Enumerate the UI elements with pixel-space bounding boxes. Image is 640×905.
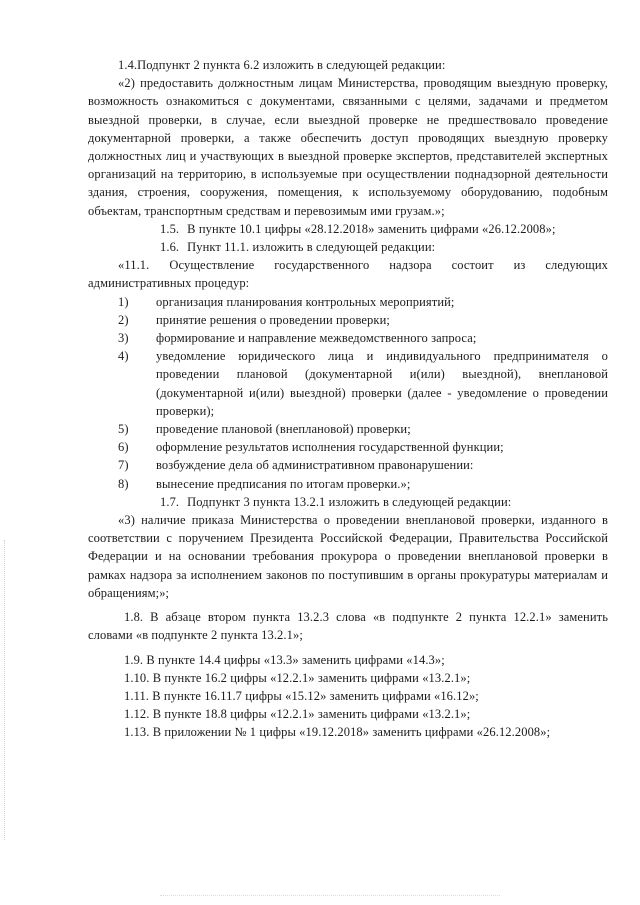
list-item <box>118 329 608 347</box>
paragraph-1-4-text: «2) предоставить должностным лицам Министерства, проводящим выездную проверку, возможность ознакомиться с документами, связанными с целями, задачами и предметом выездной проверки, в случае, если выездной проверке не предшествовало проведение документарной проверки, а также обеспечить доступ проводящих выездную проверку должностных лиц и участвующих в выездной проверке экспертов, представителей экспертных организаций на территорию, в используемые при осуществлении поднадзорной деятельности здания, строения, сооружения, помещения, к используемому оборудованию, подобным объектам, транспортным средствам и перевозимым ими грузам.»; <box>88 76 608 218</box>
paragraph-1-10: 1.10. В пункте 16.2 цифры «12.2.1» заменить цифрами «13.2.1»; <box>124 670 471 685</box>
paragraph-1-7-heading: Подпункт 3 пункта 13.2.1 изложить в следующей редакции: <box>187 494 512 509</box>
scan-edge-marks <box>4 540 7 840</box>
paragraph-1-7-text: «3) наличие приказа Министерства о проведении внеплановой проверки, изданного в соответствии с поручением Президента Российской Федерации, Правительства Российской Федерации и на основании требования прокурора о проведении внеплановой проверки в рамках надзора за исполнением законов по поступившим в органы прокуратуры материалам и обращениям;»; <box>88 513 608 600</box>
list-item-number: 5) <box>118 422 129 437</box>
list-item-text: принятие решения о проведении проверки; <box>156 312 390 327</box>
list-item-number: 2) <box>118 312 129 327</box>
paragraph-1-7-number: 1.7. <box>160 494 180 509</box>
list-item <box>118 293 608 311</box>
paragraph-11-1: «11.1. Осуществление государственного надзора состоит из следующих административных процедур: <box>88 258 608 291</box>
list-item-text: вынесение предписания по итогам проверки.»; <box>156 476 411 491</box>
list-item <box>118 438 608 456</box>
paragraph-1-9: 1.9. В пункте 14.4 цифры «13.3» заменить цифрами «14.3»; <box>124 652 445 667</box>
list-item-number: 4) <box>118 349 129 364</box>
paragraph-1-11: 1.11. В пункте 16.11.7 цифры «15.12» заменить цифрами «16.12»; <box>124 688 479 703</box>
list-item-text: формирование и направление межведомственного запроса; <box>156 331 477 346</box>
list-item-text: возбуждение дела об административном правонарушении: <box>156 458 474 473</box>
scan-footer-marks <box>160 895 500 897</box>
list-item <box>118 456 608 474</box>
paragraph-1-7 <box>88 493 608 511</box>
list-item-number: 3) <box>118 331 129 346</box>
list-item-text: уведомление юридического лица и индивидуального предпринимателя о проведении плановой (документарной и(или) выездной), внеплановой (документарной и(или) выездной) проверки (далее - уведомление о проведении проверки); <box>156 349 608 418</box>
paragraph-1-5-text: В пункте 10.1 цифры «28.12.2018» заменить цифрами «26.12.2008»; <box>187 221 556 236</box>
paragraph-1-6-number: 1.6. <box>160 240 180 255</box>
paragraph-1-4-heading: 1.4.Подпункт 2 пункта 6.2 изложить в следующей редакции: <box>118 58 446 72</box>
list-item-number: 1) <box>118 294 129 309</box>
paragraph-1-5-number: 1.5. <box>160 221 180 236</box>
paragraph-1-13: 1.13. В приложении № 1 цифры «19.12.2018» заменить цифрами «26.12.2008»; <box>124 725 551 740</box>
list-item <box>118 475 608 493</box>
paragraph-1-8: 1.8. В абзаце втором пункта 13.2.3 слова «в подпункте 2 пункта 12.2.1» заменить словами «в подпункте 2 пункта 13.2.1»; <box>88 610 608 643</box>
list-item-number: 6) <box>118 440 129 455</box>
document-body <box>88 56 608 742</box>
paragraph-1-5 <box>88 220 608 238</box>
list-item-text: проведение плановой (внеплановой) проверки; <box>156 422 411 437</box>
list-item <box>118 311 608 329</box>
list-item-number: 8) <box>118 476 129 491</box>
procedures-list <box>88 293 608 493</box>
list-item-text: оформление результатов исполнения государственной функции; <box>156 440 504 455</box>
paragraph-1-6 <box>88 238 608 256</box>
list-item-number: 7) <box>118 458 129 473</box>
list-item-text: организация планирования контрольных мероприятий; <box>156 294 455 309</box>
list-item <box>118 420 608 438</box>
paragraph-1-6-text: Пункт 11.1. изложить в следующей редакции: <box>187 240 436 255</box>
list-item <box>118 347 608 420</box>
paragraph-1-12: 1.12. В пункте 18.8 цифры «12.2.1» заменить цифрами «13.2.1»; <box>124 707 471 722</box>
